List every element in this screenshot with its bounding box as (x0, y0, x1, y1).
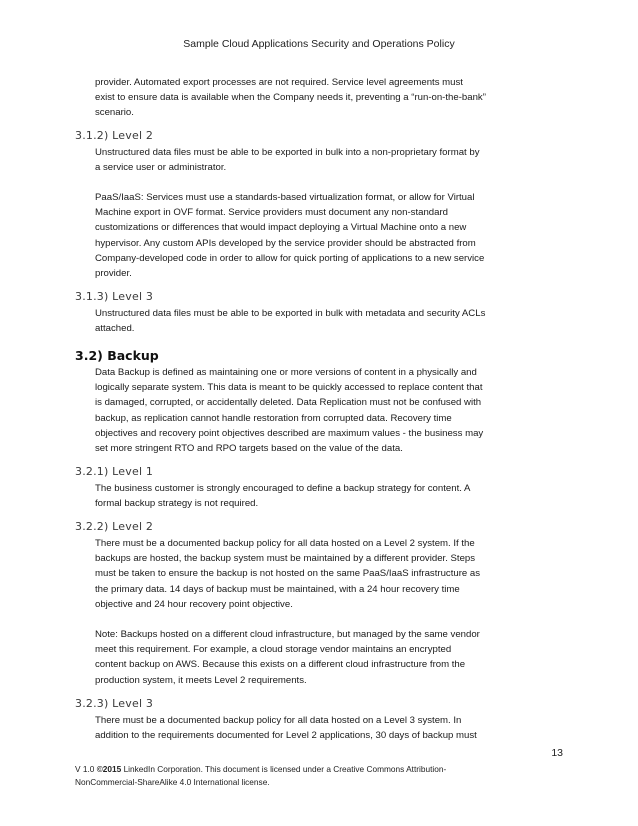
intro-paragraph: provider. Automated export processes are not required. Service level agreements must exist to ensure data is available when the Company needs it, preventing a “run-on-the-bank” scenario. (95, 77, 486, 119)
license-footer (75, 763, 555, 788)
footer-license-text: LinkedIn Corporation. This document is licensed under a Creative Commons Attribution- (121, 764, 447, 774)
section-3-2-1-paragraph: The business customer is strongly encouraged to define a backup strategy for content. A formal backup strategy is not required. (95, 483, 471, 510)
section-3-1-2-paragraph-1: Unstructured data files must be able to be exported in bulk into a non-proprietary format by a service user or administrator. (95, 147, 480, 174)
footer-copyright: ©2015 (96, 764, 122, 774)
section-3-2-3-paragraph: There must be a documented backup policy for all data hosted on a Level 3 system. In addition to the requirements documented for Level 2 applications, 30 days of backup must (95, 715, 477, 742)
section-3-2-heading: 3.2) Backup (75, 348, 159, 363)
section-3-1-3-paragraph: Unstructured data files must be able to be exported in bulk with metadata and security ACLs attached. (95, 308, 486, 335)
footer-version: V 1.0 (75, 764, 97, 774)
section-3-2-3-heading: 3.2.3) Level 3 (75, 697, 154, 710)
page-header: Sample Cloud Applications Security and Operations Policy (183, 38, 455, 50)
section-3-1-2-paragraph-2: PaaS/IaaS: Services must use a standards-based virtualization format, or allow for Virtual Machine export in OVF format. Service providers must document any non-standard customizations or differences that would impact deploying a Virtual Machine onto a new hypervisor. Any custom APIs developed by the service provider should be abstracted from Company-developed code in order to allow for quick porting of applications to a new service provider. (95, 192, 485, 280)
section-3-2-1-heading: 3.2.1) Level 1 (75, 465, 154, 478)
section-3-1-3-heading: 3.1.3) Level 3 (75, 290, 154, 303)
section-3-2-2-paragraph-1: There must be a documented backup policy for all data hosted on a Level 2 system. If the backups are hosted, the backup system must be maintained by a different provider. Steps must be taken to ensure the backup is not hosted on the same PaaS/IaaS infrastructure as the primary data. 14 days of backup must be maintained, with a 24 hour recovery time objective and 24 hour recovery point objective. (95, 538, 481, 610)
footer-line-1 (75, 763, 555, 776)
section-3-2-paragraph: Data Backup is defined as maintaining one or more versions of content in a physically and logically separate system. This data is meant to be quickly accessed to replace content that is damaged, corrupted, or accidentally deleted. Data Replication must not be confused with backup, as replication cannot handle restoration from corrupted data. Recovery time objectives and recovery point objectives described are maximum values - the business may set more stringent RTO and RPO targets based on the value of the data. (95, 367, 484, 455)
section-3-1-2-heading: 3.1.2) Level 2 (75, 129, 154, 142)
section-3-2-2-heading: 3.2.2) Level 2 (75, 520, 154, 533)
footer-line-2: NonCommercial-ShareAlike 4.0 International license. (75, 776, 270, 787)
section-3-2-2-paragraph-2: Note: Backups hosted on a different cloud infrastructure, but managed by the same vendor meet this requirement. For example, a cloud storage vendor maintains an encrypted content backup on AWS. Because this exists on a different cloud infrastructure from the production system, it meets Level 2 requirements. (95, 629, 480, 686)
page-number: 13 (551, 747, 563, 759)
